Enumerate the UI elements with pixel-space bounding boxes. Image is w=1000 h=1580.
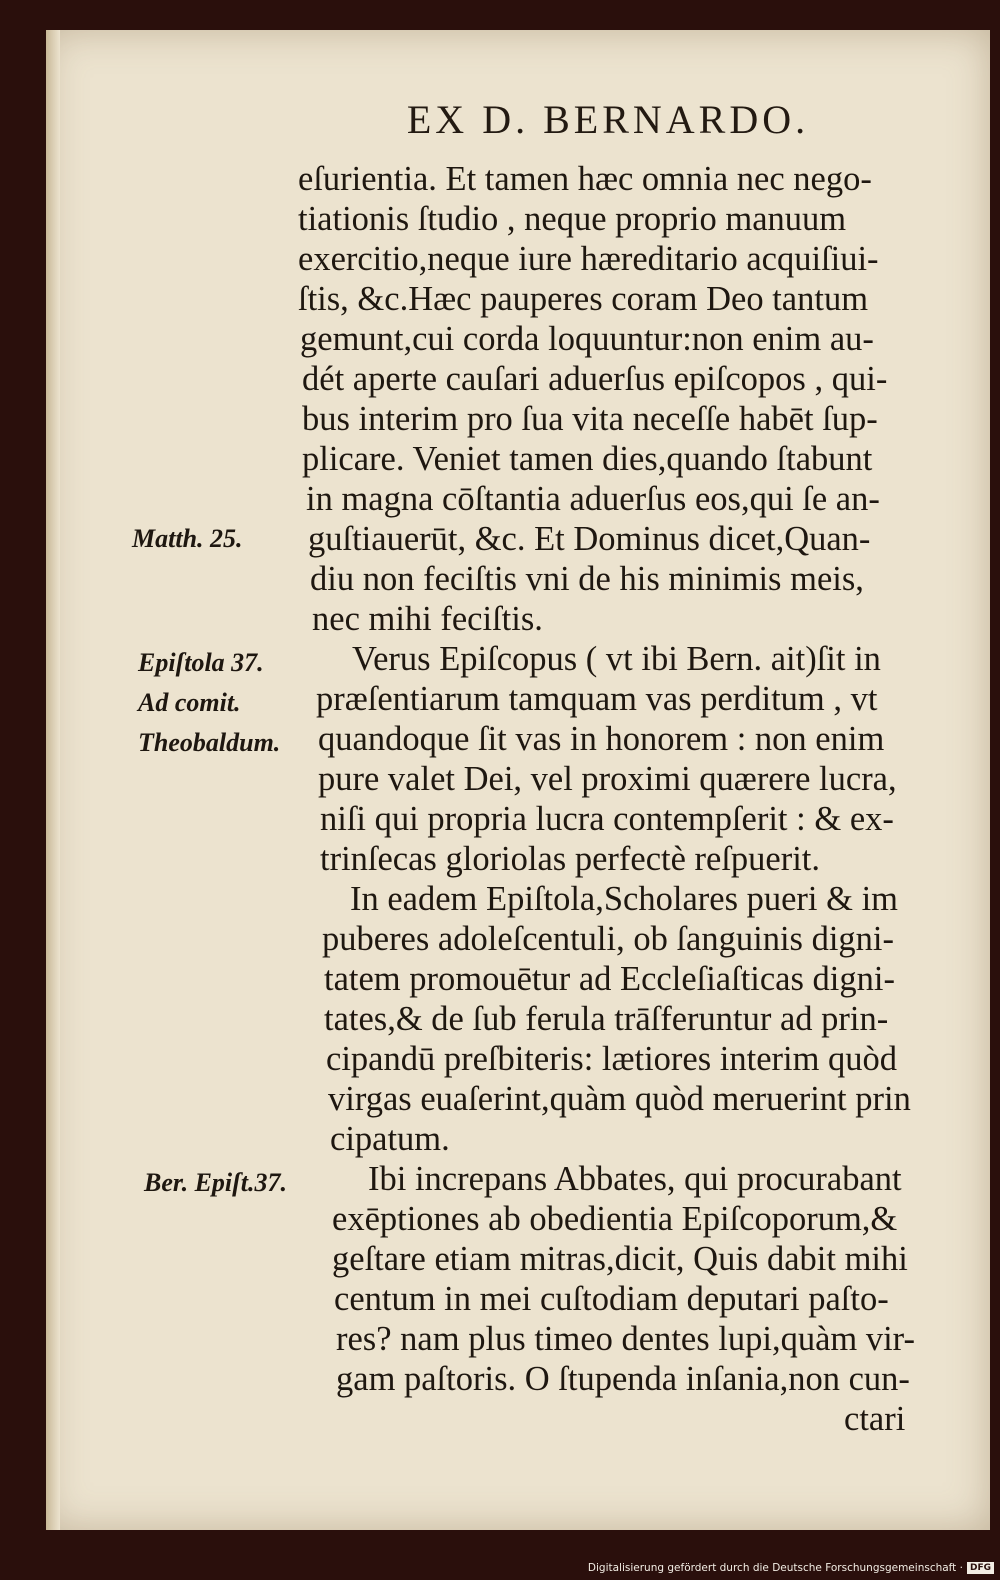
margin-note: Ber. Epiſt.37. [144,1168,288,1197]
footer-bar [580,1556,1000,1580]
text-line: eſurientia. Et tamen hæc omnia nec nego- [298,160,872,198]
text-line: In eadem Epiſtola,Scholares pueri & im [350,880,899,918]
dfg-logo: DFG [967,1562,994,1574]
text-line: niſi qui propria lucra contempſerit : & ex- [320,800,894,838]
text-line: res? nam plus timeo dentes lupi,quàm vir- [336,1320,915,1358]
margin-note: Matth. 25. [132,524,243,553]
text-line: geſtare etiam mitras,dicit, Quis dabit mihi [332,1240,908,1278]
text-line: pure valet Dei, vel proximi quærere lucra, [318,760,897,798]
text-line: diu non feciſtis vni de his minimis meis, [310,560,864,598]
text-line: centum in mei cuſtodiam deputari paſto- [334,1280,889,1318]
text-line: ſtis, &c.Hæc pauperes coram Deo tantum [298,280,869,318]
margin-note: Theobaldum. [138,728,281,757]
margin-note: Ad comit. [138,688,241,717]
text-line: præſentiarum tamquam vas perditum , vt [316,680,878,718]
running-header: EX D. BERNARDO. [406,97,810,142]
text-line: in magna cōſtantia aduerſus eos,qui ſe an- [306,480,880,518]
text-line: tates,& de ſub ferula trāſferuntur ad prin- [324,1000,889,1038]
text-line: exercitio,neque iure hæreditario acquiſiui- [298,240,879,278]
text-line: cipandū preſbiteris: lætiores interim quòd [326,1040,898,1078]
text-line: gam paſtoris. O ſtupenda inſania,non cun- [336,1360,910,1398]
text-line: trinſecas gloriolas perfectè reſpuerit. [320,840,821,878]
text-line: virgas euaſerint,quàm quòd meruerint prin [328,1080,911,1118]
text-line: bus interim pro ſua vita neceſſe habēt ſup- [302,400,878,438]
text-line: dét aperte cauſari aduerſus epiſcopos , qui- [302,360,888,398]
text-line: guſtiauerūt, &c. Et Dominus dicet,Quan- [308,520,871,558]
text-line: quandoque ſit vas in honorem : non enim [318,720,885,758]
text-line: plicare. Veniet tamen dies,quando ſtabunt [302,440,873,478]
text-line: exēptiones ab obedientia Epiſcoporum,& [332,1200,898,1238]
page-gutter [46,30,60,1530]
text-line: cipatum. [330,1120,450,1158]
footer-text: Digitalisierung gefördert durch die Deutsche Forschungsgemeinschaft · [587,1562,963,1574]
text-line: Ibi increpans Abbates, qui procurabant [368,1160,902,1198]
text-line: puberes adoleſcentuli, ob ſanguinis digni- [322,920,894,958]
text-line: gemunt,cui corda loquuntur:non enim au- [300,320,874,358]
text-line: Verus Epiſcopus ( vt ibi Bern. ait)ſit in [352,640,881,678]
catchword: ctari [844,1400,906,1438]
text-line: nec mihi feciſtis. [312,600,543,638]
book-page [46,30,990,1530]
text-line: tatem promouētur ad Eccleſiaſticas digni- [324,960,895,998]
text-line: tiationis ſtudio , neque proprio manuum [298,200,847,238]
margin-note: Epiſtola 37. [138,648,264,677]
